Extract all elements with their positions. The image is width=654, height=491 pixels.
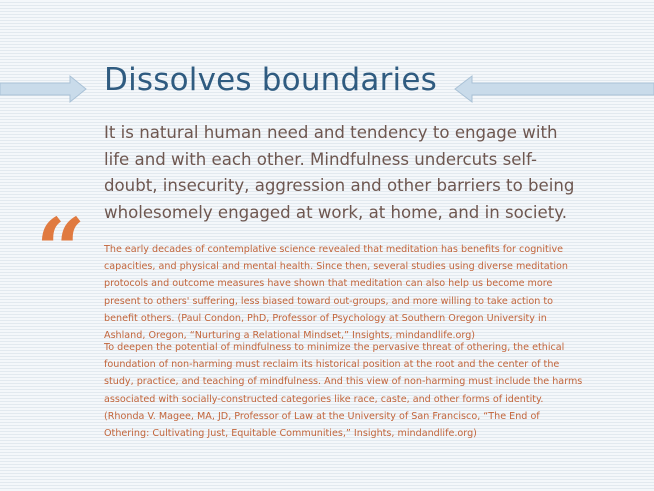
quote-paragraph-magee <box>104 339 582 442</box>
lead-line: life and with each other. Mindfulness undercuts self- <box>104 149 537 169</box>
quote-line: protocols and outcome measures have shown that meditation can also help us become more <box>104 278 553 290</box>
quote-line: associated with socially-constructed categories like race, caste, and other forms of identity. <box>104 393 544 405</box>
quote-line: (Rhonda V. Magee, MA, JD, Professor of Law at the University of San Francisco, “The End of <box>104 410 540 422</box>
quote-line: study, practice, and teaching of mindfulness. And this view of non-harming must include the harms <box>104 376 583 388</box>
quote-mark-icon: “ <box>36 200 86 301</box>
quote-paragraph-condon <box>104 241 568 344</box>
lead-paragraph <box>104 120 574 226</box>
slide-title: Dissolves boundaries <box>104 62 437 98</box>
quote-line: foundation of non-harming must reclaim its historical position at the root and the center of the <box>104 359 560 371</box>
quote-line: Ashland, Oregon, “Nurturing a Relational Mindset,” Insights, mindandlife.org) <box>104 330 476 342</box>
quote-line: To deepen the potential of mindfulness to minimize the pervasive threat of othering, the ethical <box>104 342 565 353</box>
left-arrow-icon <box>452 74 654 104</box>
quote-line: capacities, and physical and mental health. Since then, several studies using diverse meditation <box>104 261 568 273</box>
quote-line: The early decades of contemplative science revealed that meditation has benefits for cognitive <box>104 244 564 255</box>
right-arrow-icon <box>0 74 90 104</box>
quote-line: Othering: Cultivating Just, Equitable Communities,” Insights, mindandlife.org) <box>104 428 477 440</box>
lead-line: doubt, insecurity, aggression and other barriers to being <box>104 176 575 195</box>
quote-line: benefit others. (Paul Condon, PhD, Professor of Psychology at Southern Oregon University in <box>104 312 547 324</box>
quote-line: present to others' suffering, less biased toward out-groups, and more willing to take action to <box>104 295 554 307</box>
lead-line: It is natural human need and tendency to engage with <box>104 123 558 142</box>
lead-line: wholesomely engaged at work, at home, and in society. <box>104 202 567 222</box>
